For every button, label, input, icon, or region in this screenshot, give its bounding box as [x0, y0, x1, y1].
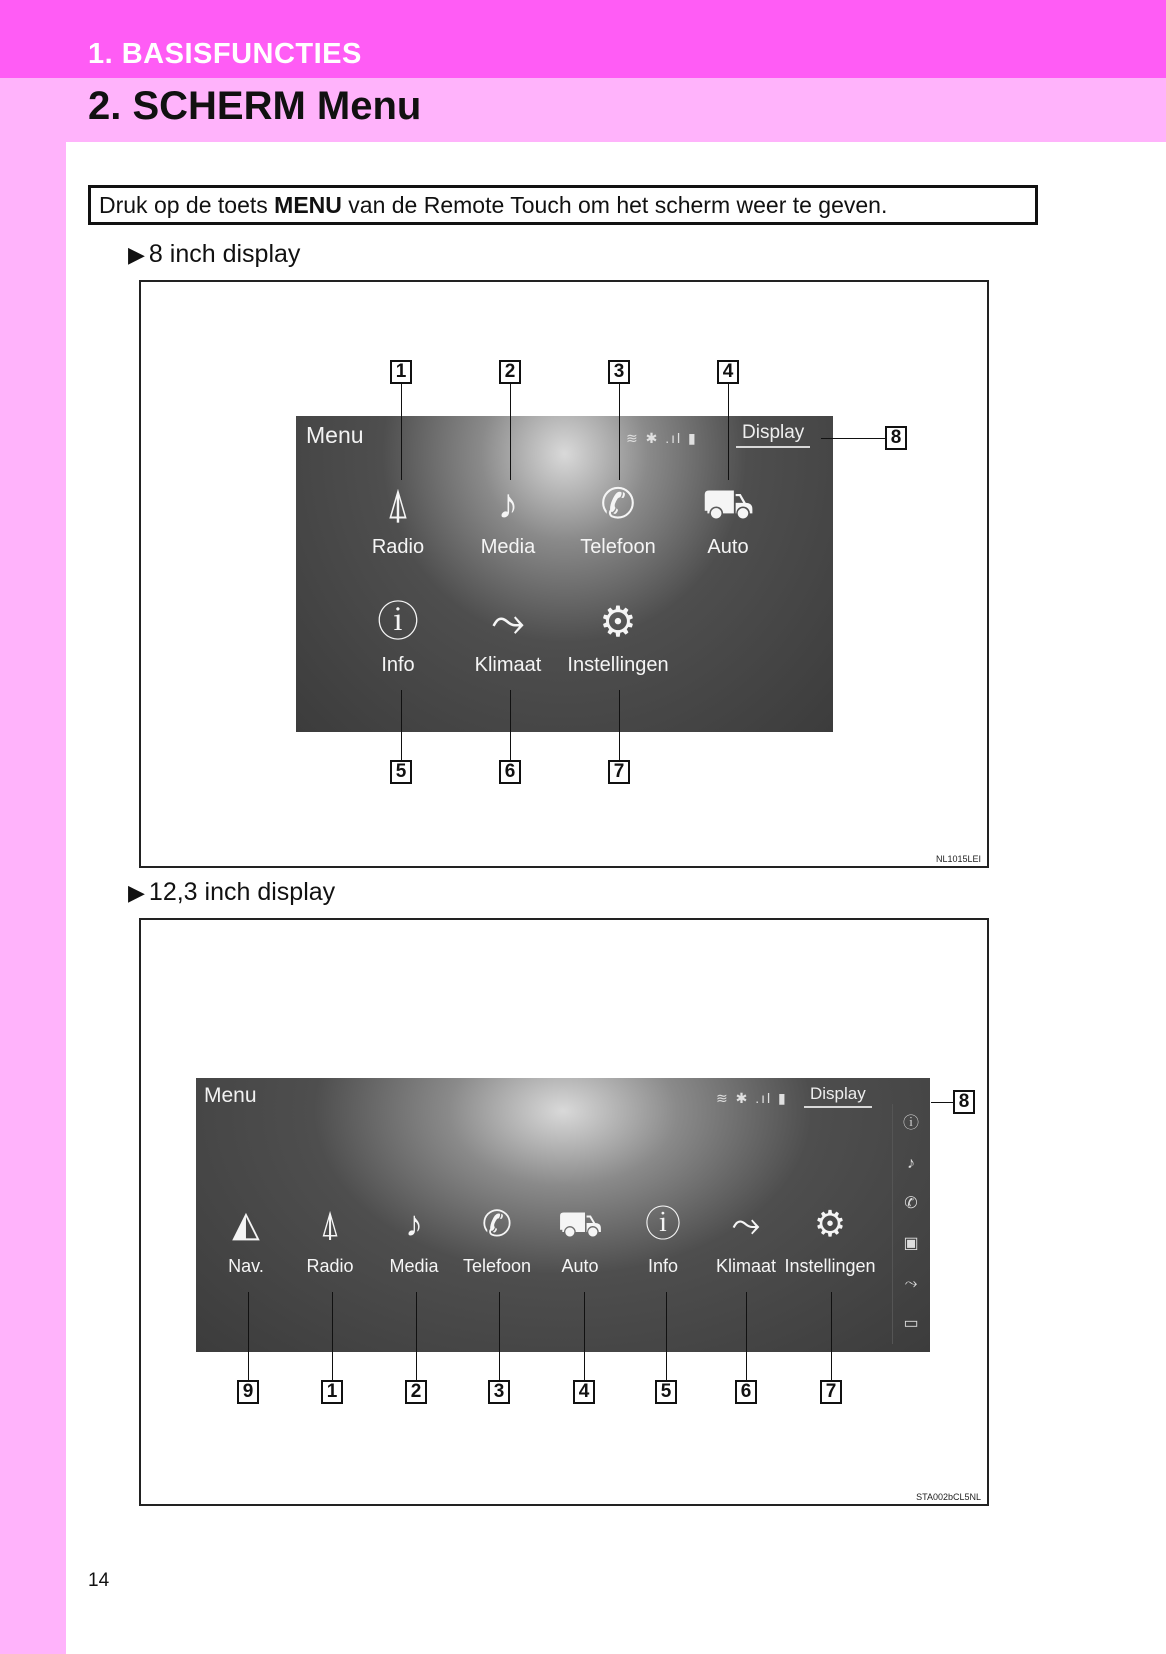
callout-leader	[499, 1292, 500, 1380]
page-number: 14	[88, 1570, 110, 1591]
navigation-icon: ◭	[232, 1203, 260, 1244]
radio-tower-icon: ⍋	[385, 480, 411, 527]
callout-4: 4	[573, 1380, 595, 1404]
rail-car-icon[interactable]: ▣	[903, 1235, 919, 1252]
display-button[interactable]: Display	[736, 422, 810, 448]
app-label: Instellingen	[567, 654, 669, 676]
callout-leader	[821, 438, 887, 439]
app-telefoon[interactable]	[568, 474, 668, 559]
callout-leader	[416, 1292, 417, 1380]
app-label: Auto	[707, 536, 749, 558]
app-klimaat[interactable]	[458, 592, 558, 677]
callout-1: 1	[321, 1380, 343, 1404]
callout-3: 3	[608, 360, 630, 384]
fig2-heading	[128, 878, 335, 907]
callout-leader	[332, 1292, 333, 1380]
triangle-bullet-icon: ▶	[128, 241, 145, 267]
figure-8-inch	[139, 280, 989, 868]
app-instellingen[interactable]	[778, 1194, 882, 1277]
callout-leader	[666, 1292, 667, 1380]
app-auto[interactable]	[535, 1194, 625, 1277]
app-label: Auto	[561, 1256, 599, 1276]
fig2-heading-text: 12,3 inch display	[148, 878, 336, 906]
phone-icon: ✆	[481, 1203, 513, 1244]
app-radio[interactable]	[348, 474, 448, 559]
app-label: Klimaat	[715, 1256, 777, 1276]
app-label: Radio	[306, 1256, 354, 1276]
callout-leader	[401, 690, 402, 760]
callout-leader	[728, 384, 729, 480]
instruction-text-before: Druk op de toets	[99, 192, 275, 218]
menu-screen-8	[296, 416, 833, 732]
triangle-bullet-icon: ▶	[128, 879, 145, 905]
app-info[interactable]	[618, 1194, 708, 1277]
app-label: Telefoon	[580, 536, 656, 558]
instruction-text-after: van de Remote Touch om het scherm weer te geven.	[341, 192, 888, 218]
music-note-icon: ♪	[405, 1203, 423, 1244]
callout-5: 5	[655, 1380, 677, 1404]
info-icon: ⓘ	[644, 1203, 681, 1244]
callout-leader	[619, 384, 620, 480]
callout-8: 8	[953, 1090, 975, 1114]
callout-9: 9	[237, 1380, 259, 1404]
fig1-heading-text: 8 inch display	[148, 240, 301, 268]
figure-code: NL1015LEI	[935, 854, 981, 864]
app-info[interactable]	[348, 592, 448, 677]
instruction-box	[88, 185, 1038, 225]
rail-phone-icon[interactable]: ✆	[904, 1195, 918, 1212]
status-icons: ≋ ✱ .ıl ▮	[716, 1090, 788, 1106]
app-label: Media	[389, 1256, 439, 1276]
app-label: Info	[381, 654, 415, 676]
app-telefoon[interactable]	[452, 1194, 542, 1277]
car-icon: ⛟	[557, 1203, 603, 1244]
radio-tower-icon: ⍋	[319, 1203, 341, 1244]
callout-leader	[401, 384, 402, 480]
margin-strip	[0, 142, 66, 1654]
callout-leader	[746, 1292, 747, 1380]
screen-title: Menu	[204, 1084, 257, 1107]
callout-leader	[510, 384, 511, 480]
rail-settings-icon[interactable]: ▭	[903, 1315, 919, 1332]
rail-info-icon[interactable]: ⓘ	[902, 1115, 919, 1132]
fig1-heading	[128, 240, 300, 269]
status-icons: ≋ ✱ .ıl ▮	[626, 430, 698, 446]
section-label: 1. BASISFUNCTIES	[88, 38, 362, 70]
app-label: Media	[480, 536, 536, 558]
phone-icon: ✆	[600, 480, 636, 527]
app-label: Radio	[371, 536, 425, 558]
callout-6: 6	[499, 760, 521, 784]
callout-7: 7	[820, 1380, 842, 1404]
menu-key-label: MENU	[274, 192, 342, 218]
app-label: Nav.	[228, 1256, 264, 1276]
app-label: Instellingen	[784, 1256, 876, 1276]
app-label: Telefoon	[462, 1256, 532, 1276]
app-radio[interactable]	[285, 1194, 375, 1277]
callout-2: 2	[405, 1380, 427, 1404]
car-icon: ⛟	[701, 480, 755, 527]
display-button[interactable]: Display	[804, 1084, 872, 1108]
info-icon: ⓘ	[376, 598, 419, 645]
callout-leader	[584, 1292, 585, 1380]
rail-music-note-icon[interactable]: ♪	[907, 1155, 915, 1172]
climate-seat-icon: ⤳	[731, 1203, 761, 1244]
callout-leader	[510, 690, 511, 760]
callout-1: 1	[390, 360, 412, 384]
climate-seat-icon: ⤳	[491, 598, 525, 645]
app-nav[interactable]	[201, 1194, 291, 1277]
screen-title: Menu	[306, 422, 364, 448]
callout-leader	[831, 1292, 832, 1380]
callout-leader	[248, 1292, 249, 1380]
app-media[interactable]	[458, 474, 558, 559]
callout-7: 7	[608, 760, 630, 784]
music-note-icon: ♪	[497, 480, 519, 527]
callout-8: 8	[885, 426, 907, 450]
app-label: Klimaat	[474, 654, 542, 676]
rail-climate-icon[interactable]: ⤳	[904, 1275, 918, 1292]
callout-leader	[619, 690, 620, 760]
callout-5: 5	[390, 760, 412, 784]
side-shortcut-rail	[892, 1104, 929, 1344]
figure-code: STA002bCL5NL	[916, 1492, 981, 1502]
figure-12-inch	[139, 918, 989, 1506]
callout-6: 6	[735, 1380, 757, 1404]
callout-4: 4	[717, 360, 739, 384]
settings-icon: ⚙	[813, 1203, 847, 1244]
callout-2: 2	[499, 360, 521, 384]
menu-screen-12	[196, 1078, 930, 1352]
page-title: 2. SCHERM Menu	[88, 84, 422, 128]
settings-icon: ⚙	[599, 598, 637, 645]
app-media[interactable]	[369, 1194, 459, 1277]
app-instellingen[interactable]	[558, 592, 678, 677]
app-label: Info	[647, 1256, 679, 1276]
callout-3: 3	[488, 1380, 510, 1404]
app-auto[interactable]	[678, 474, 778, 559]
callout-leader	[931, 1102, 955, 1103]
